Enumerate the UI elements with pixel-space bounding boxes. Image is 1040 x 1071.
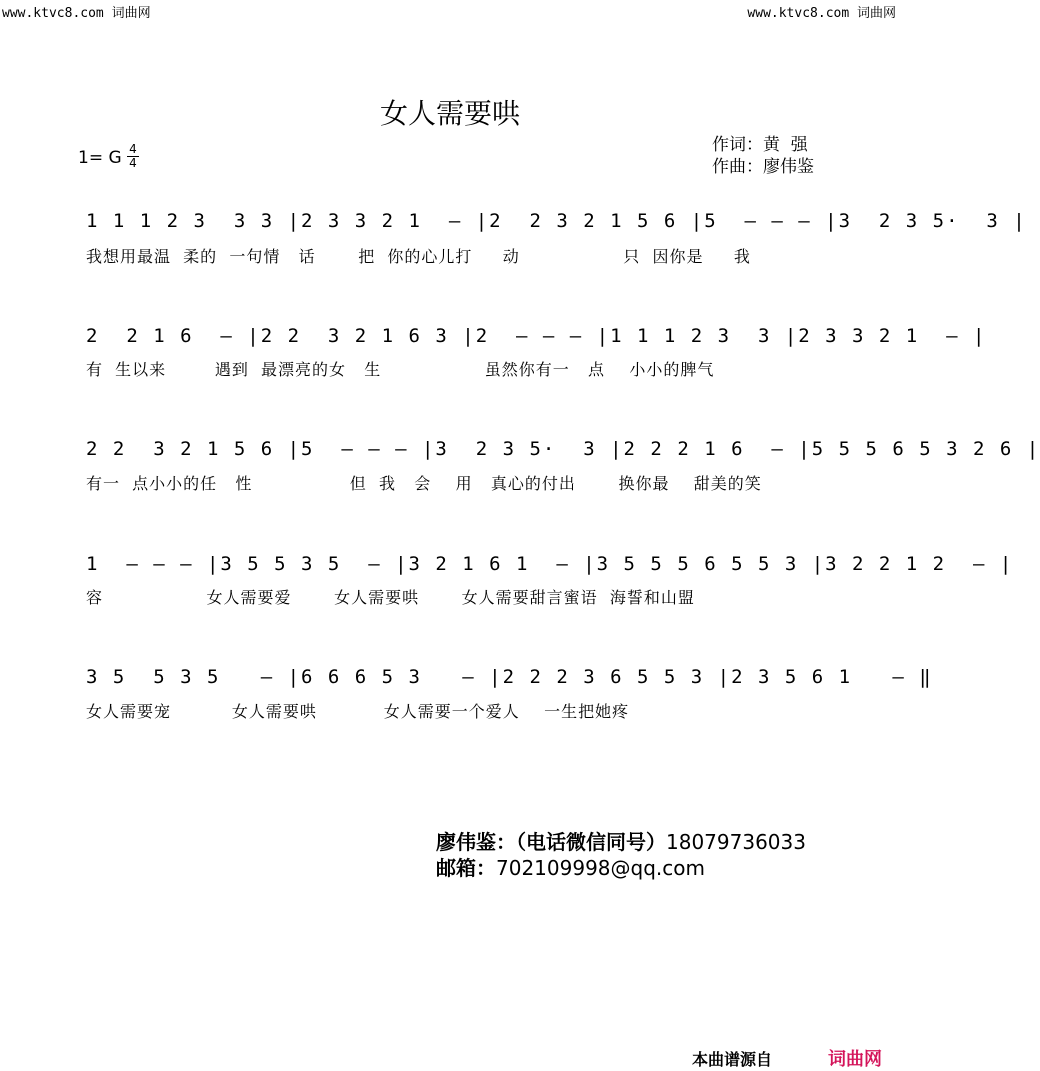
song-title: 女人需要哄 xyxy=(379,97,520,130)
lyric-line-1: 我想用最温 柔的 一句情 话 把 你的心儿打 动 只 因你是 我 xyxy=(86,247,751,266)
watermark-right: www.ktvc8.com 词曲网 xyxy=(747,6,896,21)
lyricist-credit: 作词：黄 强 xyxy=(712,135,808,155)
notation-line-3: 2 2 3 2 1 5 6 |5 — — — |3 2 3 5· 3 |2 2 2 1 6 — |5 5 5 6 5 3 2 6 | xyxy=(86,438,1040,460)
lyric-line-3: 有一 点小小的任 性 但 我 会 用 真心的付出 换你最 甜美的笑 xyxy=(86,474,762,493)
lyric-line-2: 有 生以来 遇到 最漂亮的女 生 虽然你有一 点 小小的脾气 xyxy=(86,360,715,379)
composer-credit: 作曲：廖伟鉴 xyxy=(712,157,814,177)
time-signature-top: 4 xyxy=(129,142,137,156)
footer-brand-logo: 词曲网 xyxy=(828,1049,882,1070)
lyric-line-5: 女人需要宠 女人需要哄 女人需要一个爱人 一生把她疼 xyxy=(86,702,630,721)
email-line xyxy=(436,852,705,881)
notation-line-4: 1 — — — |3 5 5 3 5 — |3 2 1 6 1 — |3 5 5 5 6 5 5 3 |3 2 2 1 2 — | xyxy=(86,553,1014,575)
contact-line xyxy=(436,826,806,855)
watermark-left: www.ktvc8.com 词曲网 xyxy=(2,6,151,21)
key-signature: 1= G xyxy=(78,148,122,168)
contact-email: 702109998@qq.com xyxy=(496,856,705,880)
notation-line-1: 1 1 1 2 3 3 3 |2 3 3 2 1 — |2 2 3 2 1 5 6 |5 — — — |3 2 3 5· 3 | xyxy=(86,210,1027,232)
time-signature-bottom: 4 xyxy=(127,156,139,170)
footer-source-label: 本曲谱源自 xyxy=(692,1050,773,1069)
email-label: 邮箱： xyxy=(436,856,496,880)
contact-phone: 18079736033 xyxy=(666,830,806,854)
notation-line-2: 2 2 1 6 — |2 2 3 2 1 6 3 |2 — — — |1 1 1 2 3 3 |2 3 3 2 1 — | xyxy=(86,325,987,347)
contact-name-label: 廖伟鉴：（电话微信同号） xyxy=(436,830,666,854)
time-signature xyxy=(127,143,139,170)
notation-line-5: 3 5 5 3 5 — |6 6 6 5 3 — |2 2 2 3 6 5 5 3 |2 3 5 6 1 — ‖ xyxy=(86,666,933,688)
lyric-line-4: 容 女人需要爱 女人需要哄 女人需要甜言蜜语 海誓和山盟 xyxy=(86,588,695,607)
